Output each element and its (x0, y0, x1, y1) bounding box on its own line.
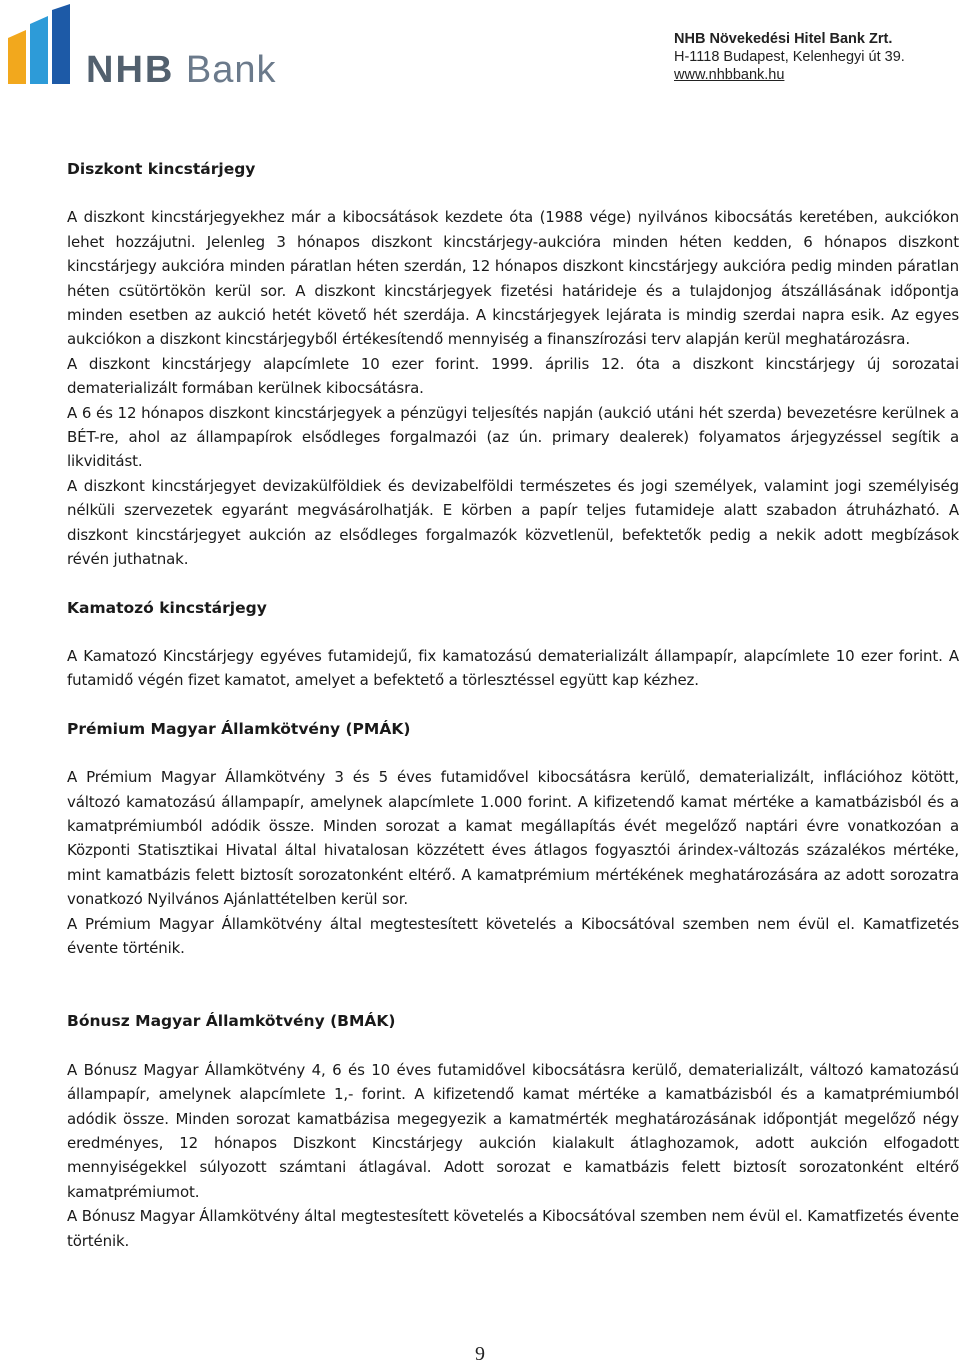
section-paragraph: A 6 és 12 hónapos diszkont kincstárjegyek a pénzügyi teljesítés napján (aukció utáni hét szerda) bevezetésre kerülnek a BÉT-re, ahol az állampapírok elsődleges forgalmazói (az ún. primary dealerek) folyamatos árjegyzéssel segítik a likviditást. (67, 403, 959, 471)
company-info (674, 30, 905, 84)
logo-bars-icon (6, 4, 86, 88)
section-paragraph: A Kamatozó Kincstárjegy egyéves futamidejű, fix kamatozású dematerializált állampapír, alapcímlete 10 ezer forint. A futamidő végén fizet kamatot, amelyet a befektető a törlesztéssel együtt kap kézhez. (67, 646, 959, 690)
company-name: NHB Növekedési Hitel Bank Zrt. (674, 31, 893, 47)
section-paragraph: A diszkont kincstárjegyekhez már a kibocsátások kezdete óta (1988 vége) nyilvános kibocsátás keretében, aukciókon lehet hozzájutni. Jelenleg 3 hónapos diszkont kincstárjegy-aukcióra minden héten kedden, 6 hónapos diszkont kincstárjegy aukcióra minden páratlan héten szerdán, 12 hónapos diszkont kincstárjegy aukcióra pedig minden páratlan héten csütörtökön kerül sor. A diszkont kincstárjegyek fizetési határideje és a tulajdonjog átszállásának időpontja minden esetben az aukció hetét követő hét szerdája. A kincstárjegyek lejárata is mindig szerdai napra esik. Az egyes aukciókon a diszkont kincstárjegyből értékesítendő mennyiség a finanszírozási terv alapján kerül meghatározásra. (67, 208, 959, 349)
section-title-kamatozo: Kamatozó kincstárjegy (67, 598, 267, 617)
logo-wordmark: NHB Bank (86, 49, 277, 91)
page-number: 9 (475, 1343, 485, 1365)
section-title-bmak: Bónusz Magyar Államkötvény (BMÁK) (67, 1012, 396, 1031)
document-body (67, 157, 959, 1253)
nhb-bank-logo[interactable] (6, 4, 296, 91)
page-header (0, 0, 960, 100)
section-paragraph: A Bónusz Magyar Államkötvény által megtestesített követelés a Kibocsátóval szemben nem évül el. Kamatfizetés évente történik. (67, 1207, 959, 1250)
company-address: H-1118 Budapest, Kelenhegyi út 39. (674, 49, 905, 65)
section-paragraph: A diszkont kincstárjegy alapcímlete 10 ezer forint. 1999. április 12. óta a diszkont kincstárjegy új sorozatai dematerializált formában kerülnek kibocsátásra. (67, 354, 959, 398)
section-title-pmak: Prémium Magyar Államkötvény (PMÁK) (67, 719, 411, 738)
section-paragraph: A Prémium Magyar Államkötvény 3 és 5 éves futamidővel kibocsátásra kerülő, dematerializált, inflációhoz kötött, változó kamatozású állampapír, amelynek alapcímlete 1.000 forint. A kifizetendő kamat mértéke a kamatbázisból és a kamatprémiumból adódik össze. Minden sorozat a kamat megállapítás évét megelőző naptári évre vonatkozóan a Központi Statisztikai Hivatal által hivatalosan közzétett éves átlagos fogyasztói árindex-változás százalékos mértéke, mint kamatbázis felett biztosít sorozatonként eltérő. A kamatprémium mértékének meghatározására az adott sorozatra vonatkozó Nyilvános Ajánlattételben kerül sor. (67, 768, 959, 909)
section-paragraph: A Bónusz Magyar Államkötvény 4, 6 és 10 éves futamidővel kibocsátásra kerülő, dematerializált, változó kamatozású állampapír, amelynek alapcímlete 1,- forint. A kifizetendő kamat mértéke a kamatbázisból és a kamatprémiumból adódik össze. Minden sorozat kamatbázisa megegyezik a kamatmérték meghatározásának időpontját megelőző négy eredményes, 12 hónapos Diszkont Kincstárjegy aukción kialakult átlaghozamok, adott aukción elfogadott mennyiségekkel súlyozott számtani átlagával. Adott sorozat e kamatbázis felett biztosít sorozatonként eltérő kamatprémiumot. (67, 1060, 959, 1201)
company-website-link[interactable]: www.nhbbank.hu (674, 67, 785, 83)
section-paragraph: A diszkont kincstárjegyet devizakülföldiek és devizabelföldi természetes és jogi személyek, valamint jogi személyiség nélküli szervezetek egyaránt megvásárolhatják. E körben a papír teljes futamideje alatt szabadon átruházható. A diszkont kincstárjegyet aukción az elsődleges forgalmazók közvetlenül, befektetők pedig a nekik adott megbízások révén juthatnak. (67, 476, 959, 569)
section-paragraph: A Prémium Magyar Államkötvény által megtestesített követelés a Kibocsátóval szemben nem évül el. Kamatfizetés évente történik. (67, 914, 959, 957)
section-title-diszkont: Diszkont kincstárjegy (67, 160, 256, 178)
